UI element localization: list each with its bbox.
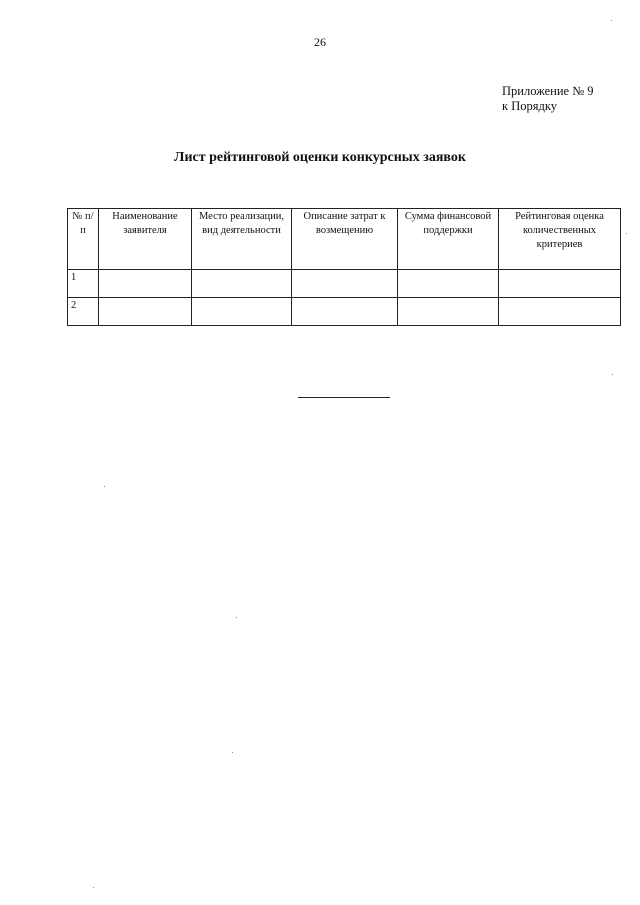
rating-cell bbox=[499, 270, 621, 298]
closing-divider-line bbox=[298, 397, 390, 398]
scan-speck bbox=[93, 887, 94, 888]
appendix-line-2: к Порядку bbox=[502, 99, 557, 113]
location-cell bbox=[192, 298, 292, 326]
appendix-line-1: Приложение № 9 bbox=[502, 84, 594, 98]
appendix-reference bbox=[502, 84, 594, 114]
header-support-amount: Сумма финансовой поддержки bbox=[398, 209, 499, 270]
header-applicant: Наименование заявителя bbox=[99, 209, 192, 270]
support-amount-cell bbox=[398, 270, 499, 298]
row-number-cell: 2 bbox=[68, 298, 99, 326]
table-row bbox=[68, 270, 621, 298]
costs-cell bbox=[292, 298, 398, 326]
support-amount-cell bbox=[398, 298, 499, 326]
scan-speck bbox=[236, 617, 237, 618]
location-cell bbox=[192, 270, 292, 298]
scan-speck bbox=[104, 486, 105, 487]
page-number: 26 bbox=[314, 35, 326, 49]
header-number: № п/п bbox=[68, 209, 99, 270]
scan-speck bbox=[232, 752, 233, 753]
table-row bbox=[68, 298, 621, 326]
header-costs: Описание затрат к возмещению bbox=[292, 209, 398, 270]
row-number-cell: 1 bbox=[68, 270, 99, 298]
scan-speck bbox=[612, 374, 613, 375]
header-location: Место реализации, вид деятельности bbox=[192, 209, 292, 270]
header-rating: Рейтинговая оценка количественных критериев bbox=[499, 209, 621, 270]
table-header-row bbox=[68, 209, 621, 270]
document-title: Лист рейтинговой оценки конкурсных заявок bbox=[174, 150, 466, 165]
applicant-cell bbox=[99, 298, 192, 326]
applicant-cell bbox=[99, 270, 192, 298]
rating-cell bbox=[499, 298, 621, 326]
rating-table bbox=[67, 208, 621, 326]
scan-speck bbox=[611, 20, 612, 21]
scan-speck bbox=[626, 233, 627, 234]
costs-cell bbox=[292, 270, 398, 298]
